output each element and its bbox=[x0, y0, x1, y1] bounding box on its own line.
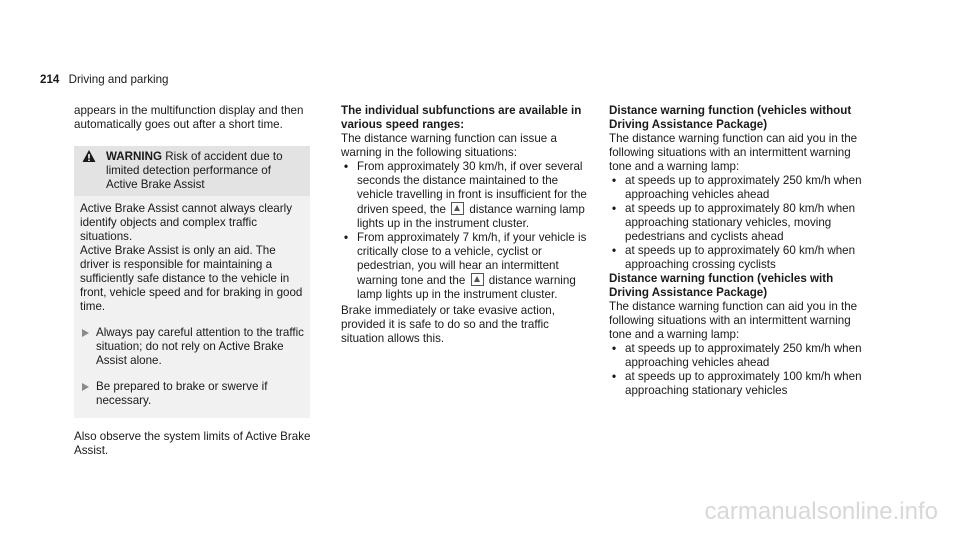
list-item: • at speeds up to approximately 100 km/h when approaching stationary vehicles bbox=[612, 370, 862, 397]
column-middle bbox=[341, 104, 591, 346]
list-item: • at speeds up to approximately 250 km/h when approaching vehicles ahead bbox=[612, 174, 862, 201]
subfunctions-heading: The individual subfunctions are available in various speed ranges: bbox=[341, 104, 582, 131]
arrow-icon bbox=[82, 383, 89, 391]
distance-warning-icon bbox=[451, 202, 464, 215]
warning-body bbox=[74, 196, 310, 418]
instruction-2: Be prepared to brake or swerve if necessary. bbox=[80, 380, 304, 408]
list-item: • From approximately 30 km/h, if over several seconds the distance maintained to the vehicle travelling in front is insufficient for the driven speed, the distance warning lamp lights up in the instrument cluster. bbox=[344, 160, 587, 230]
warning-label: WARNING bbox=[106, 150, 163, 163]
heading-with-package: Distance warning function (vehicles with Driving Assistance Package) bbox=[609, 272, 834, 299]
list-item: • at speeds up to approximately 60 km/h when approaching crossing cyclists bbox=[612, 244, 856, 271]
warning-triangle-icon bbox=[82, 149, 96, 163]
column-left bbox=[74, 104, 314, 458]
list-item: • at speeds up to approximately 80 km/h when approaching stationary vehicles, moving pedestrians and cyclists ahead bbox=[612, 202, 856, 243]
intro-with-package: The distance warning function can aid you in the following situations with an intermittent warning tone and a warning lamp: bbox=[609, 300, 858, 341]
instruction-1: Always pay careful attention to the traffic situation; do not rely on Active Brake Assist alone. bbox=[80, 326, 304, 368]
section-title: Driving and parking bbox=[68, 73, 169, 86]
list-with-package bbox=[609, 342, 869, 398]
page-header bbox=[40, 73, 168, 87]
warning-box bbox=[74, 146, 310, 418]
warning-para-2: Active Brake Assist is only an aid. The driver is responsible for maintaining a sufficiently safe distance to the vehicle in front, vehicle speed and for braking in good time. bbox=[80, 244, 303, 313]
list-without-package bbox=[609, 174, 869, 272]
page-number: 214 bbox=[40, 73, 60, 86]
speed-list bbox=[341, 160, 591, 302]
list-item: • From approximately 7 km/h, if your vehicle is critically close to a vehicle, cyclist or pedestrian, you will hear an intermittent warning tone and the distance warning lamp lights up in the instrument cluster. bbox=[344, 231, 587, 301]
intro-paragraph: appears in the multifunction display and then automatically goes out after a short time. bbox=[74, 104, 304, 131]
watermark: carmanualsonline.info bbox=[704, 498, 938, 525]
heading-without-package: Distance warning function (vehicles without Driving Assistance Package) bbox=[609, 104, 852, 131]
distance-warning-icon bbox=[471, 273, 484, 286]
arrow-icon bbox=[82, 329, 89, 337]
brake-instruction: Brake immediately or take evasive action, provided it is safe to do so and the traffic situation allows this. bbox=[341, 304, 555, 345]
list-item: • at speeds up to approximately 250 km/h when approaching vehicles ahead bbox=[612, 342, 862, 369]
subfunctions-intro: The distance warning function can issue a warning in the following situations: bbox=[341, 132, 557, 159]
column-right bbox=[609, 104, 869, 398]
warning-title: Risk of accident due to limited detection performance of Active Brake Assist bbox=[106, 150, 283, 191]
outro-paragraph: Also observe the system limits of Active Brake Assist. bbox=[74, 430, 311, 457]
warning-header bbox=[74, 146, 310, 196]
intro-without-package: The distance warning function can aid you in the following situations with an intermittent warning tone and a warning lamp: bbox=[609, 132, 858, 173]
warning-para-1: Active Brake Assist cannot always clearly identify objects and complex traffic situations. bbox=[80, 202, 292, 243]
